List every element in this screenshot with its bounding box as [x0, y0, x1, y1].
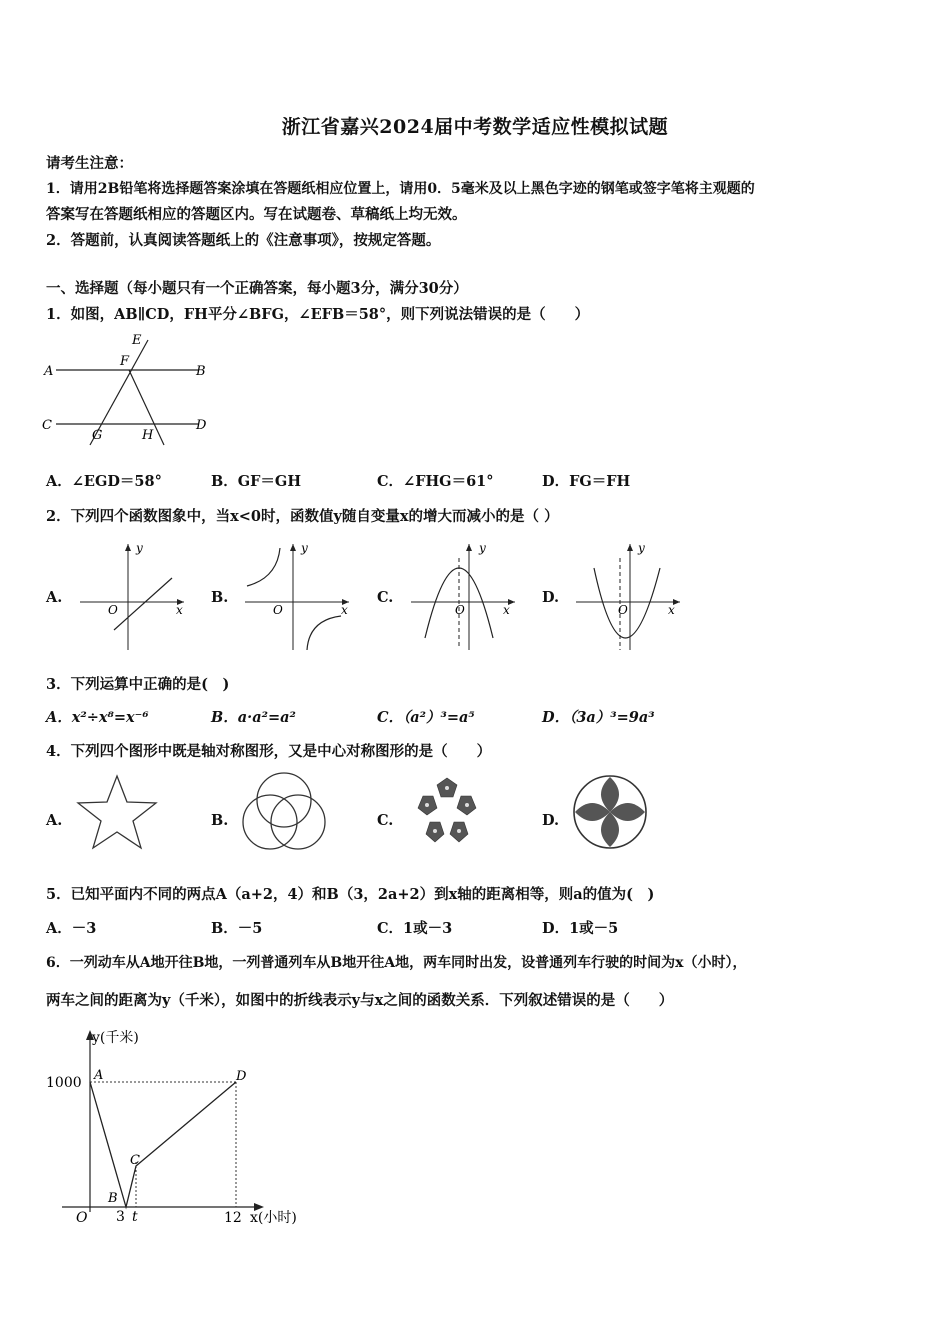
q5-option-a: A．－3: [46, 920, 97, 937]
q2-graph-c: [403, 538, 523, 653]
q2-letter-c: C.: [377, 589, 394, 606]
q6-graph: [40, 1022, 320, 1237]
q2-letter-a: A.: [46, 589, 63, 606]
q4-figure-circles: [237, 768, 332, 858]
svg-text:y: y: [479, 541, 486, 555]
point-b-label: B: [108, 1191, 118, 1206]
notice-line-2: 答案写在答题纸相应的答题区内。写在试题卷、草稿纸上均无效。: [46, 206, 467, 223]
q2-graph-a: [72, 538, 192, 653]
x-tick-t: t: [132, 1209, 138, 1225]
q2-graph-b: [237, 538, 357, 653]
q4-figure-petals: [570, 772, 650, 852]
q1-stem: 1．如图，AB∥CD，FH平分∠BFG，∠EFB＝58°，则下列说法错误的是（ ）: [46, 306, 590, 323]
page-title: 浙江省嘉兴2024届中考数学适应性模拟试题: [281, 116, 669, 138]
x-tick-12: 12: [224, 1210, 242, 1226]
q4-figure-star: [72, 772, 162, 852]
svg-text:x: x: [503, 603, 510, 617]
q3-option-d: D．（3a）³=9a³: [542, 709, 655, 726]
q1-option-d: D．FG＝FH: [542, 473, 631, 490]
q4-letter-b: B.: [211, 812, 229, 829]
y-tick-1000: 1000: [46, 1075, 82, 1091]
q4-letter-a: A.: [46, 812, 63, 829]
q1-figure: [40, 330, 220, 450]
q2-graph-d: [568, 538, 688, 653]
q3-stem: 3．下列运算中正确的是( ): [46, 676, 230, 693]
q4-letter-d: D.: [542, 812, 560, 829]
label-f: F: [120, 354, 130, 369]
notice-heading: 请考生注意：: [46, 155, 133, 172]
q3-option-c: C．（a²）³=a⁵: [377, 709, 475, 726]
notice-line-3: 2．答题前，认真阅读答题纸上的《注意事项》，按规定答题。: [46, 232, 441, 249]
q1-option-a: A．∠EGD＝58°: [46, 473, 162, 490]
point-d-label: D: [236, 1069, 247, 1084]
q4-letter-c: C.: [377, 812, 394, 829]
svg-text:y: y: [638, 541, 645, 555]
q2-stem: 2．下列四个函数图象中，当x<0时，函数值y随自变量x的增大而减小的是（ ）: [46, 508, 559, 525]
hyperbola-right: [307, 616, 341, 650]
section-heading: 一、选择题（每小题只有一个正确答案，每小题3分，满分30分）: [46, 280, 468, 297]
svg-text:O: O: [108, 603, 118, 617]
origin-label: O: [76, 1210, 88, 1226]
q1-option-b: B．GF＝GH: [211, 473, 302, 490]
svg-text:O: O: [618, 603, 628, 617]
q3-option-a: A．x²÷x⁸=x⁻⁶: [46, 709, 149, 726]
x-tick-3: 3: [116, 1209, 125, 1225]
svg-text:y: y: [301, 541, 308, 555]
notice-line-1: 1．请用2B铅笔将选择题答案涂填在答题纸相应位置上，请用0．5毫米及以上黑色字迹的钢笔或签字笔将主观题的: [46, 181, 755, 197]
q2-letter-b: B.: [211, 589, 229, 606]
q4-figure-pentagons: [407, 772, 487, 852]
q6-stem-1: 6．一列动车从A地开往B地，一列普通列车从B地开往A地，两车同时出发，设普通列车行驶的时间为x（小时），: [46, 955, 747, 971]
line-graph: [114, 578, 172, 630]
point-a-label: A: [94, 1068, 104, 1083]
svg-text:x: x: [668, 603, 675, 617]
label-b: B: [196, 364, 206, 379]
label-g: G: [92, 428, 103, 443]
label-e: E: [132, 333, 142, 348]
label-h: H: [142, 428, 154, 443]
svg-text:y: y: [136, 541, 143, 555]
label-d: D: [196, 418, 207, 433]
svg-text:x: x: [341, 603, 348, 617]
x-axis-label: x(小时): [250, 1210, 297, 1226]
q2-letter-d: D.: [542, 589, 560, 606]
q1-option-c: C．∠FHG＝61°: [377, 473, 494, 490]
hyperbola-left: [247, 548, 280, 586]
label-c: C: [42, 418, 52, 433]
y-axis-label: y(千米): [92, 1030, 139, 1046]
q6-stem-2: 两车之间的距离为y（千米），如图中的折线表示y与x之间的函数关系．下列叙述错误的是（ ）: [46, 992, 674, 1009]
q3-option-b: B．a·a²=a²: [211, 709, 296, 726]
svg-text:O: O: [273, 603, 283, 617]
svg-text:x: x: [176, 603, 183, 617]
q5-option-c: C．1或－3: [377, 920, 453, 937]
q5-option-b: B．－5: [211, 920, 263, 937]
label-a: A: [44, 364, 54, 379]
svg-text:O: O: [455, 603, 465, 617]
distance-polyline: [90, 1082, 236, 1207]
q5-stem: 5．已知平面内不同的两点A（a+2，4）和B（3，2a+2）到x轴的距离相等，则a的值为( ): [46, 886, 655, 903]
q5-option-d: D．1或－5: [542, 920, 619, 937]
q4-stem: 4．下列四个图形中既是轴对称图形，又是中心对称图形的是（ ）: [46, 743, 492, 760]
point-c-label: C: [130, 1153, 140, 1168]
